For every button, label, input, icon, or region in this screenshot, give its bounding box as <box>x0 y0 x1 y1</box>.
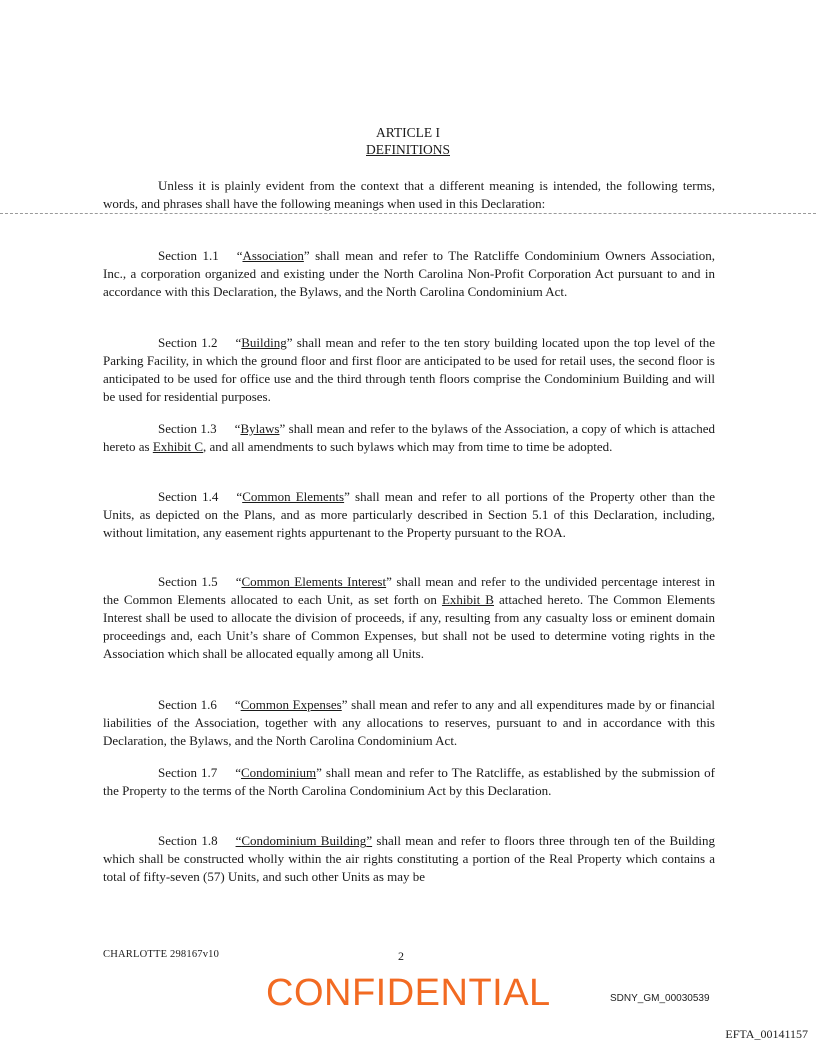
section-number: Section 1.8 <box>158 833 218 848</box>
section-text: shall mean and refer to the undivided percentage interest in the Common Elements allocated to each Unit, as set forth on <box>103 574 715 607</box>
section-text-cont: , and all amendments to such bylaws which may from time to time be adopted. <box>203 439 613 454</box>
section-1-2: Section 1.2 “Building” shall mean and refer to the ten story building located upon the top level of the Parking Facility, in which the ground floor and first floor are anticipated to be used for retail uses, the second floor is anticipated to be used for office use and the third through tenth floors comprise the Condominium Building and will be used for residential purposes. <box>103 335 715 404</box>
section-text-cont: attached hereto. The Common Elements Interest shall be used to allocate the division of proceeds, if any, resulting from any casualty loss or eminent domain proceedings and, each Unit’s share of Common Expenses, but shall not be used to determine voting rights in the Association which shall be allocated equally among all Units. <box>103 592 716 661</box>
confidential-stamp: CONFIDENTIAL <box>266 972 551 1014</box>
defined-term: Common Elements <box>242 489 345 504</box>
section-text: shall mean and refer to any and all expenditures made by or financial liabilities of the Association, together with any allocations to reserves, pursuant to and in accordance with this Declaration, the Bylaws, and the North Carolina Condominium Act. <box>103 697 715 748</box>
efta-number: EFTA_00141157 <box>725 1027 808 1041</box>
exhibit-reference: Exhibit C <box>152 439 204 454</box>
section-1-5: Section 1.5 “Common Elements Interest” shall mean and refer to the undivided percentage interest in the Common Elements allocated to each Unit, as set forth on Exhibit B attached hereto. The Common Elements Interest shall be used to allocate the division of proceeds, if any, resulting from any casualty loss or eminent domain proceedings and, each Unit’s share of Common Expenses, but shall not be used to determine voting rights in the Association which shall be allocated equally among all Units. <box>103 574 716 661</box>
section-number: Section 1.2 <box>158 335 218 350</box>
bates-number: SDNY_GM_00030539 <box>610 993 710 1004</box>
scan-artifact-line <box>0 213 816 214</box>
section-number: Section 1.7 <box>158 765 218 780</box>
page-number: 2 <box>398 949 404 963</box>
section-text: shall mean and refer to the ten story building located upon the top level of the Parking Facility, in which the ground floor and first floor are anticipated to be used for retail uses, the second floor is anticipated to be used for office use and the third through tenth floors comprise the Condominium Building and will be used for residential purposes. <box>103 335 715 404</box>
defined-term: Building <box>241 335 287 350</box>
section-text: shall mean and refer to The Ratcliffe, as established by the submission of the Property to the terms of the North Carolina Condominium Act by this Declaration. <box>103 765 715 798</box>
exhibit-reference: Exhibit B <box>441 592 494 607</box>
section-text: shall mean and refer to The Ratcliffe Condominium Owners Association, Inc., a corporation organized and existing under the North Carolina Non-Profit Corporation Act pursuant to and in accordance with this Declaration, the Bylaws, and the North Carolina Condominium Act. <box>103 248 715 299</box>
section-1-4: Section 1.4 “Common Elements” shall mean and refer to all portions of the Property other than the Units, as depicted on the Plans, and as more particularly described in Section 5.1 of this Declaration, including, without limitation, any easement rights appurtenant to the Property pursuant to the ROA. <box>103 489 715 540</box>
defined-term: Bylaws <box>240 421 280 436</box>
defined-term: Common Elements Interest <box>241 574 387 589</box>
defined-term: Condominium <box>241 765 317 780</box>
defined-term: Association <box>242 248 304 263</box>
intro-text: Unless it is plainly evident from the context that a different meaning is intended, the following terms, words, and phrases shall have the following meanings when used in this Declaration: <box>103 178 715 211</box>
definitions-title: DEFINITIONS <box>366 142 450 157</box>
section-number: Section 1.3 <box>158 421 217 436</box>
section-number: Section 1.6 <box>158 697 217 712</box>
section-text: shall mean and refer to all portions of the Property other than the Units, as depicted on the Plans, and as more particularly described in Section 5.1 of this Declaration, including, without limitation, any easement rights appurtenant to the Property pursuant to the ROA. <box>103 489 715 540</box>
section-number: Section 1.1 <box>158 248 219 263</box>
section-1-8: Section 1.8 “Condominium Building” shall mean and refer to floors three through ten of the Building which shall be constructed wholly within the air rights constituting a portion of the Real Property which contains a total of fifty-seven (57) Units, and such other Units as may be <box>103 833 715 884</box>
document-id: CHARLOTTE 298167v10 <box>103 949 220 960</box>
section-number: Section 1.4 <box>158 489 219 504</box>
intro-paragraph <box>103 177 715 213</box>
section-1-7: Section 1.7 “Condominium” shall mean and refer to The Ratcliffe, as established by the submission of the Property to the terms of the North Carolina Condominium Act by this Declaration. <box>103 765 715 798</box>
section-1-1: Section 1.1 “Association” shall mean and refer to The Ratcliffe Condominium Owners Association, Inc., a corporation organized and existing under the North Carolina Non-Profit Corporation Act pursuant to and in accordance with this Declaration, the Bylaws, and the North Carolina Condominium Act. <box>103 248 715 299</box>
section-number: Section 1.5 <box>158 574 218 589</box>
section-1-6: Section 1.6 “Common Expenses” shall mean and refer to any and all expenditures made by or financial liabilities of the Association, together with any allocations to reserves, pursuant to and in accordance with this Declaration, the Bylaws, and the North Carolina Condominium Act. <box>103 697 715 748</box>
article-heading: ARTICLE I <box>375 125 441 140</box>
defined-term: Condominium Building <box>241 833 367 848</box>
section-1-3: Section 1.3 “Bylaws” shall mean and refer to the bylaws of the Association, a copy of which is attached hereto as Exhibit C, and all amendments to such bylaws which may from time to time be adopted. <box>103 421 715 454</box>
defined-term: Common Expenses <box>240 697 342 712</box>
section-text: shall mean and refer to floors three through ten of the Building which shall be constructed wholly within the air rights constituting a portion of the Real Property which contains a total of fifty-seven (57) Units, and such other Units as may be <box>103 833 715 884</box>
section-text: shall mean and refer to the bylaws of the Association, a copy of which is attached hereto as <box>103 421 715 454</box>
